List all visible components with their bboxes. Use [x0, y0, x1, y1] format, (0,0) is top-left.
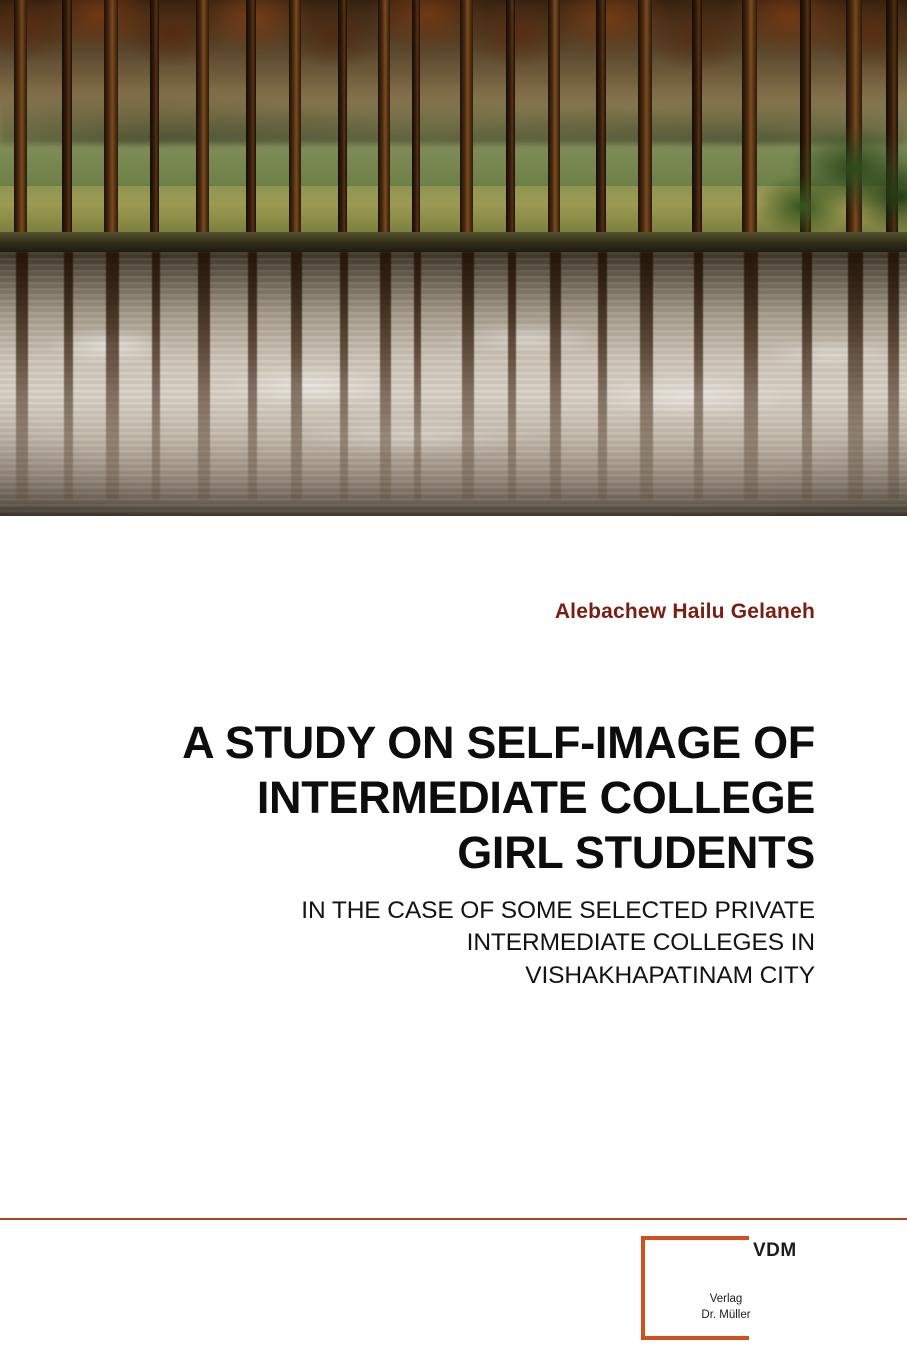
title-block	[60, 716, 815, 992]
photo-tree-trunk	[412, 0, 420, 246]
photo-tree-reflection	[888, 252, 899, 500]
publisher-imprint-line: Verlag	[709, 1293, 743, 1305]
publisher-name: VDM	[753, 1240, 797, 1261]
photo-shoreline	[0, 232, 907, 254]
photo-tree-trunk	[150, 0, 159, 246]
photo-tree-reflection	[106, 252, 119, 500]
book-title-line: A STUDY ON SELF-IMAGE OF	[182, 717, 815, 768]
photo-tree-reflection	[462, 252, 474, 500]
book-subtitle	[60, 895, 815, 993]
photo-tree-reflection	[848, 252, 863, 500]
photo-tree-reflection	[248, 252, 257, 500]
photo-tree-trunk	[638, 0, 652, 246]
book-subtitle-line: INTERMEDIATE COLLEGES IN	[466, 929, 815, 957]
photo-tree-trunk	[692, 0, 702, 246]
book-subtitle-line: VISHAKHAPATINAM CITY	[525, 961, 815, 989]
photo-tree-reflection	[802, 252, 812, 500]
photo-tree-reflection	[414, 252, 421, 500]
photo-tree-reflection	[508, 252, 516, 500]
publisher-imprint	[671, 1292, 781, 1324]
photo-tree-trunk	[62, 0, 72, 246]
photo-tree-trunk	[246, 0, 256, 246]
photo-tree-trunk	[104, 0, 118, 246]
photo-tree-trunk	[14, 0, 27, 246]
photo-tree-reflection	[16, 252, 28, 500]
publisher-imprint-line: Dr. Müller	[701, 1308, 751, 1321]
photo-tree-reflection	[64, 252, 73, 500]
photo-water	[0, 252, 907, 516]
photo-tree-trunk	[338, 0, 347, 246]
photo-tree-reflection	[744, 252, 758, 500]
book-title	[60, 716, 815, 881]
photo-tree-reflection	[340, 252, 348, 500]
book-subtitle-line: IN THE CASE OF SOME SELECTED PRIVATE	[301, 896, 815, 924]
book-title-line: GIRL STUDENTS	[457, 826, 815, 878]
photo-tree-trunk	[460, 0, 473, 246]
cover-photo	[0, 0, 907, 516]
photo-tree-trunk	[596, 0, 606, 246]
photo-tree-reflection	[380, 252, 391, 500]
photo-tree-trunk	[289, 0, 301, 246]
vdm-bracket-logo-icon	[641, 1236, 745, 1340]
photo-tree-trunk	[196, 0, 209, 246]
photo-water-ripples	[0, 252, 907, 516]
photo-tree-reflection	[598, 252, 607, 500]
photo-tree-reflection	[640, 252, 653, 500]
photo-tree-reflection	[152, 252, 160, 500]
publisher-block	[641, 1236, 821, 1340]
book-title-line: INTERMEDIATE COLLEGE	[256, 771, 815, 823]
author-name: Alebachew Hailu Gelaneh	[554, 600, 815, 623]
photo-tree-reflection	[694, 252, 703, 500]
photo-bushes	[731, 118, 907, 244]
photo-tree-trunk	[378, 0, 390, 246]
photo-tree-reflection	[198, 252, 210, 500]
photo-tree-trunk	[548, 0, 560, 246]
photo-tree-reflection	[291, 252, 302, 500]
photo-tree-reflection	[550, 252, 561, 500]
footer-divider	[0, 1218, 907, 1220]
photo-tree-trunk	[506, 0, 515, 246]
